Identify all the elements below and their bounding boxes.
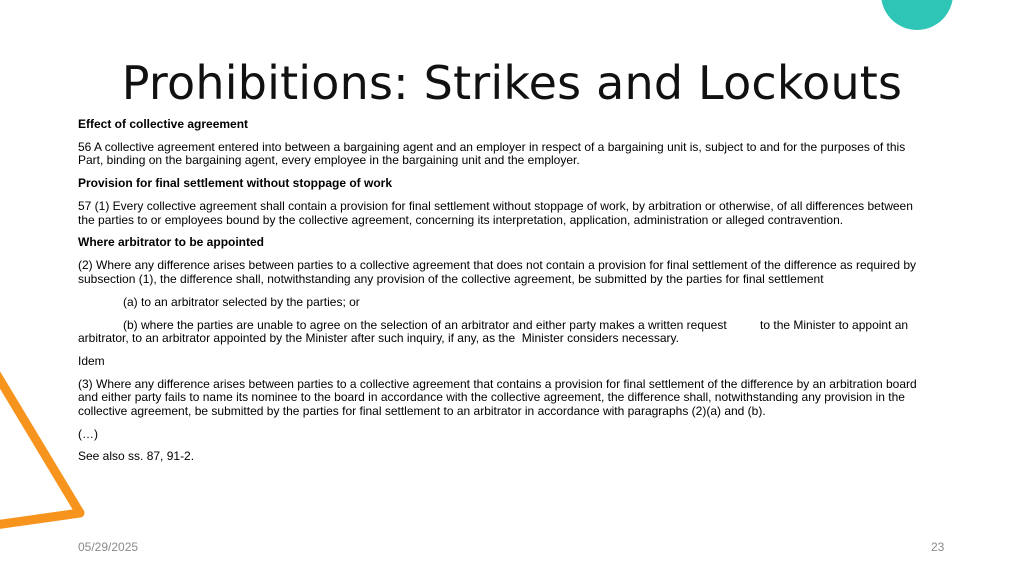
section-56-text: 56 A collective agreement entered into between a bargaining agent and an employer in respect of a bargaining unit is, subject to and for the purposes of this Part, binding on the bargaining agent, every employee in the bargaining unit and the employer. bbox=[78, 139, 906, 168]
clause-a-text: (a) to an arbitrator selected by the parties; or bbox=[123, 294, 360, 309]
ellipsis-text: (…) bbox=[78, 426, 98, 441]
slide-body bbox=[78, 118, 928, 473]
heading-effect-of-agreement: Effect of collective agreement bbox=[78, 117, 249, 131]
section-57-1-text: 57 (1) Every collective agreement shall contain a provision for final settlement without stoppage of work, by arbitration or otherwise, of all differences between the parties to or employees bound by the collective agreement, concerning its interpretation, application, administration or alleged contravention. bbox=[78, 199, 913, 227]
section-57-3-text: (3) Where any difference arises between parties to a collective agreement that contains a provision for final settlement of the difference by an arbitration board and either party fails to name its nominee to the board in accordance with the collective agreement, the difference shall, notwithstanding any provision in the collective agreement, be submitted by the parties for final settlement to an arbitrator in accordance with paragraphs (2)(a) and (b). bbox=[78, 376, 917, 418]
footer-date: 05/29/2025 bbox=[78, 540, 139, 554]
heading-final-settlement: Provision for final settlement without stoppage of work bbox=[78, 176, 393, 191]
orange-triangle-decoration bbox=[0, 360, 90, 530]
heading-arbitrator-appointed: Where arbitrator to be appointed bbox=[78, 235, 265, 250]
clause-b-text: (b) where the parties are unable to agree on the selection of an arbitrator and either party makes a written request to the Minister to appoint an arbitrator, to an arbitrator appointed by the Minister after such inquiry, if any, as the Minister considers necessary. bbox=[78, 317, 912, 345]
idem-label: Idem bbox=[78, 353, 105, 368]
section-57-2-text: (2) Where any difference arises between parties to a collective agreement that does not contain a provision for final settlement of the difference as required by subsection (1), the difference shall, notwithstanding any provision of the collective agreement, be submitted by the parties for final settlement bbox=[78, 258, 917, 286]
teal-circle-decoration bbox=[881, 0, 953, 30]
page-number: 23 bbox=[931, 540, 945, 554]
slide-title: Prohibitions: Strikes and Lockouts bbox=[121, 56, 903, 110]
see-also-text: See also ss. 87, 91-2. bbox=[78, 449, 195, 464]
